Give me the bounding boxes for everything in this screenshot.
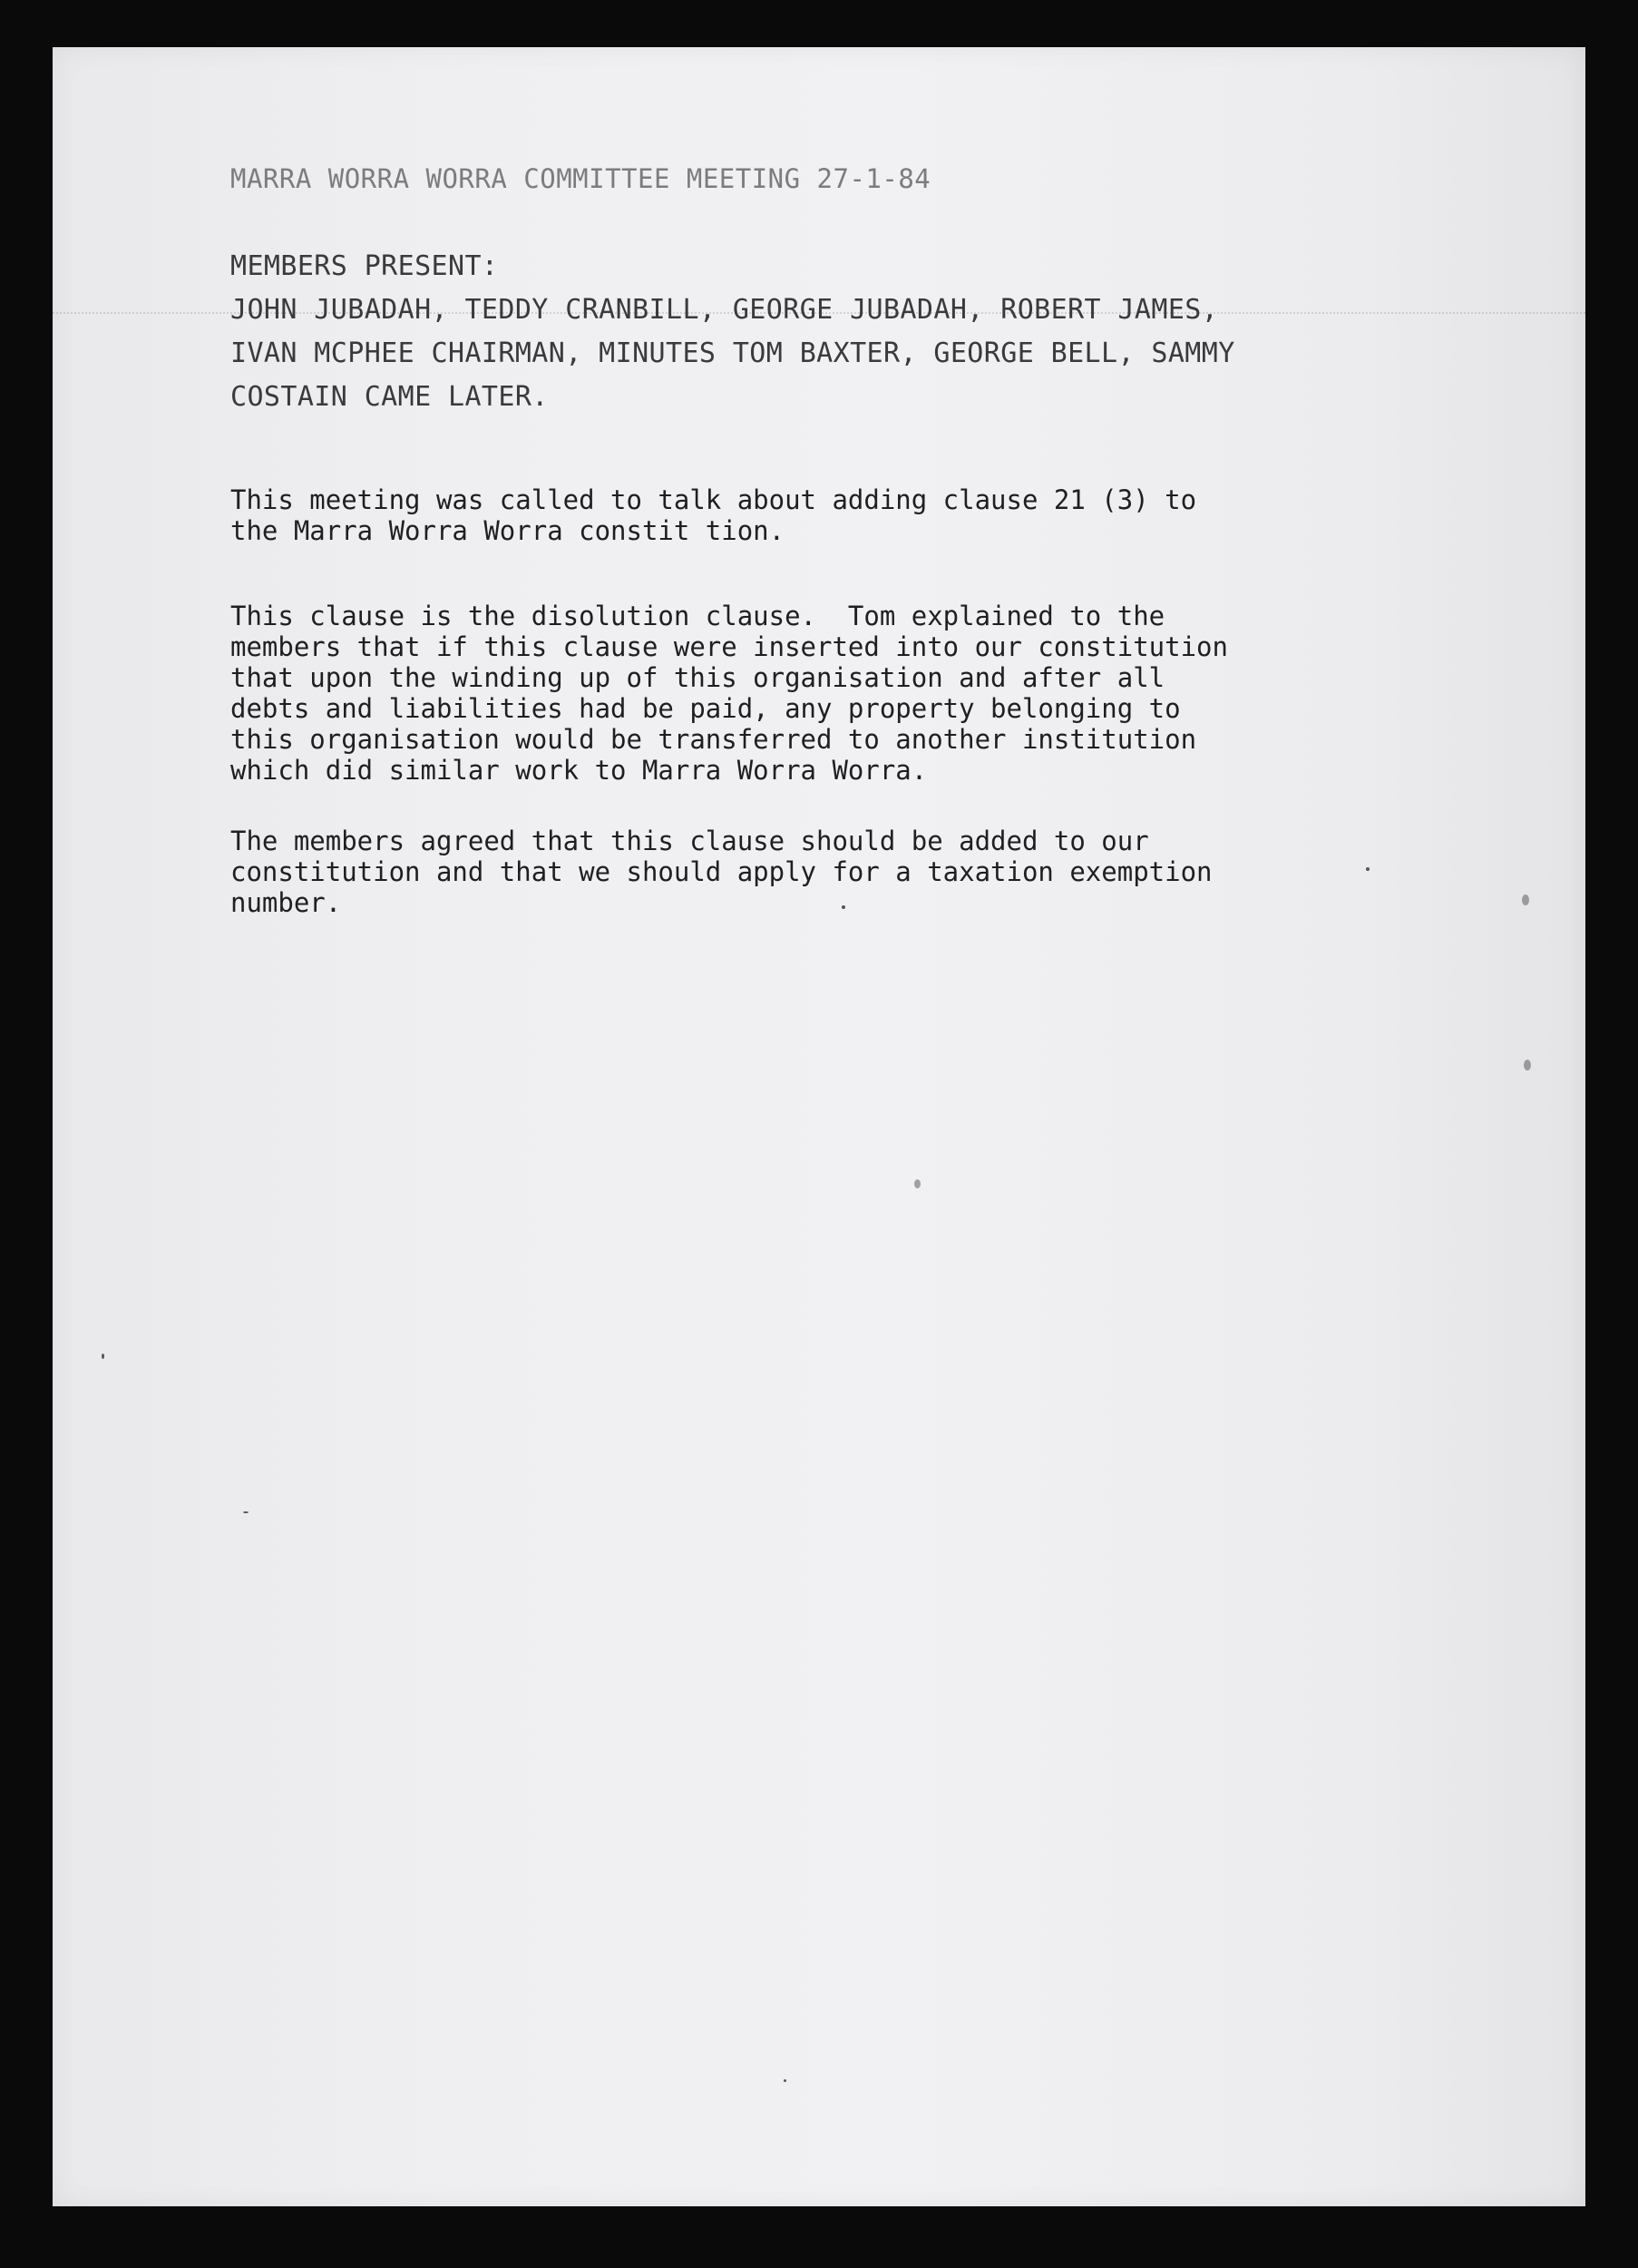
members-line-3: COSTAIN CAME LATER.	[230, 381, 549, 413]
paper-speck	[784, 2079, 786, 2082]
members-line-1: JOHN JUBADAH, TEDDY CRANBILL, GEORGE JUBADAH, ROBERT JAMES,	[230, 294, 1219, 326]
members-present-label: MEMBERS PRESENT:	[230, 250, 499, 282]
paragraph-purpose: This meeting was called to talk about adding clause 21 (3) to the Marra Worra Worra constit tion.	[230, 484, 1197, 546]
members-line-2: IVAN MCPHEE CHAIRMAN, MINUTES TOM BAXTER, GEORGE BELL, SAMMY	[230, 337, 1235, 369]
meeting-heading: MARRA WORRA WORRA COMMITTEE MEETING 27-1-84	[230, 163, 931, 194]
paragraph-dissolution-clause: This clause is the disolution clause. Tom explained to the members that if this clause were inserted into our constitution that upon the winding up of this organisation and after all debts and liabilities had be paid, any property belonging to this organisation would be transferred to another institution which did similar work to Marra Worra Worra.	[230, 601, 1228, 786]
paragraph-agreement: The members agreed that this clause should be added to our constitution and that we should apply for a taxation exemption number.	[230, 826, 1213, 918]
paper-speck	[243, 1511, 249, 1513]
paper-speck	[1366, 867, 1370, 871]
paper-speck	[914, 1179, 921, 1188]
paper-speck	[1522, 894, 1529, 905]
paper-speck	[102, 1354, 104, 1359]
paper-speck	[842, 905, 845, 909]
paper-speck	[1524, 1060, 1531, 1070]
document-page	[53, 47, 1585, 2206]
